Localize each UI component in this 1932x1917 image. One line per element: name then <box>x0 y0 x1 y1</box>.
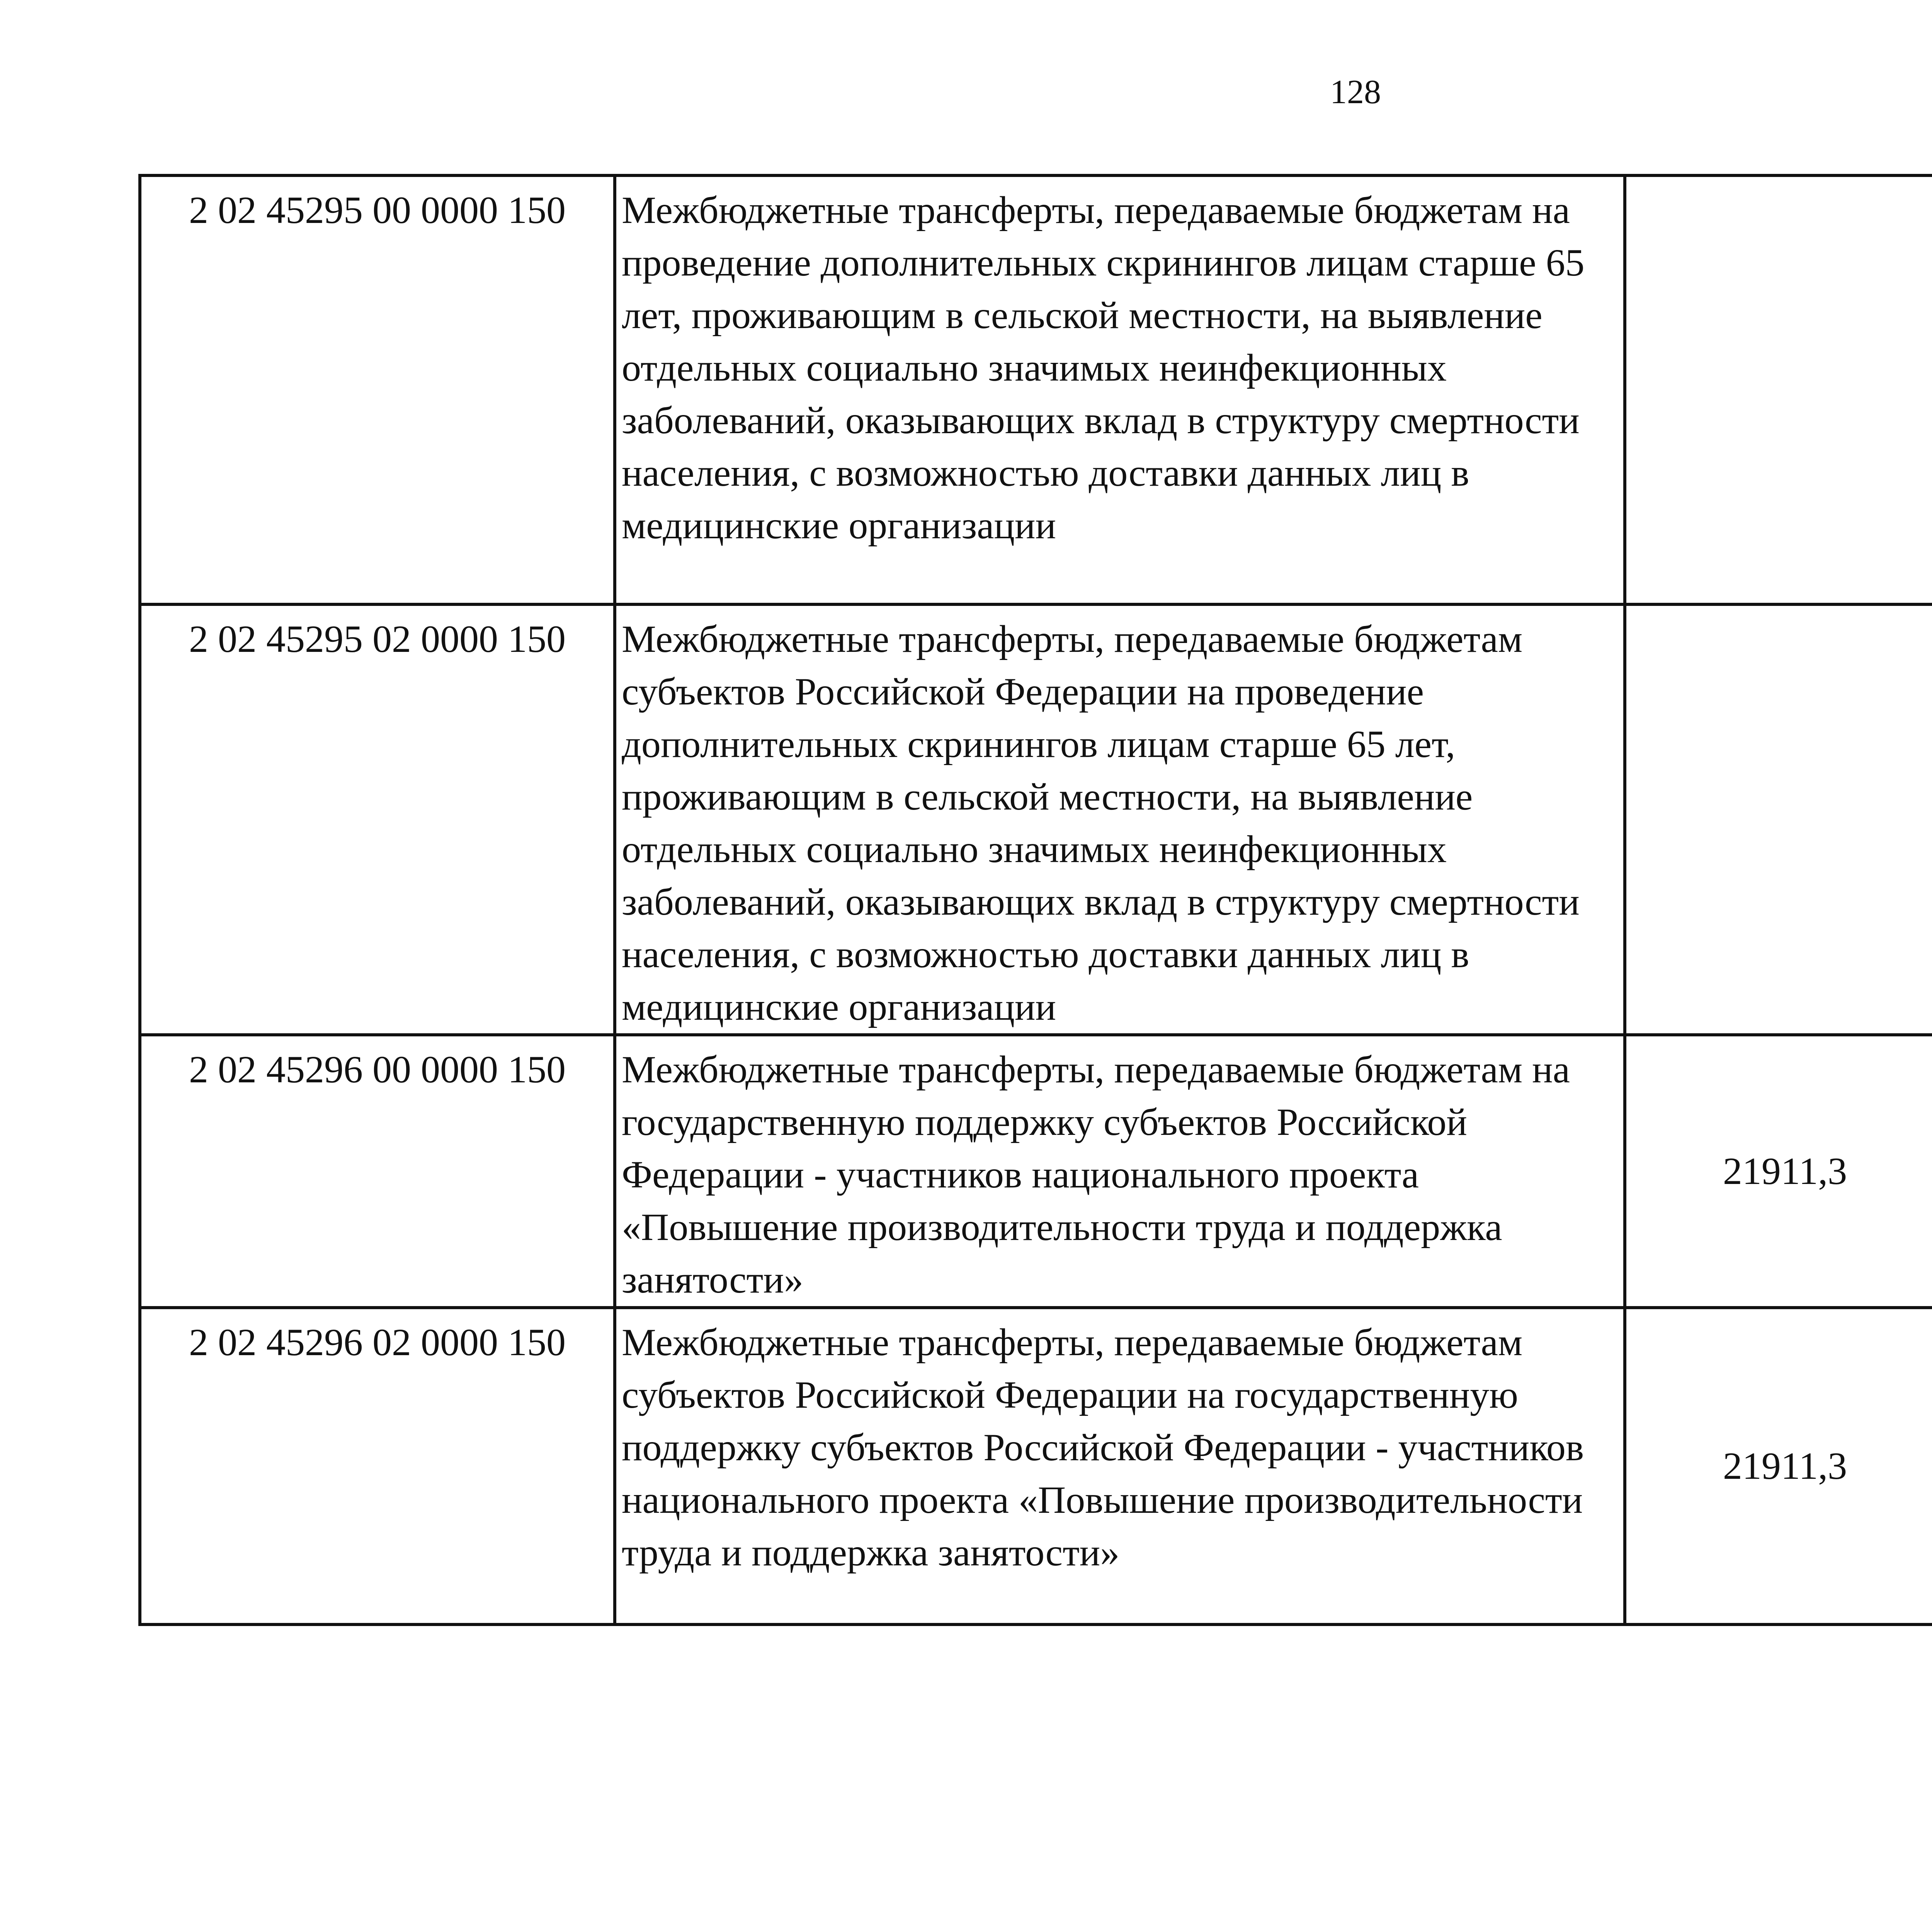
budget-code-cell: 2 02 45296 02 0000 150 <box>140 1308 615 1624</box>
budget-code-cell: 2 02 45295 02 0000 150 <box>140 604 615 1035</box>
description-cell: Межбюджетные трансферты, передаваемые бюджетам субъектов Российской Федерации на проведение дополнительных скринингов лицам старше 65 лет, проживающим в сельской местности, на выявление отдельных социально значимых неинфекционных заболеваний, оказывающих вклад в структуру смертности населения, с возможностью доставки данных лиц в медицинские организации <box>615 604 1625 1035</box>
description-cell: Межбюджетные трансферты, передаваемые бюджетам на проведение дополнительных скринингов лицам старше 65 лет, проживающим в сельской местности, на выявление отдельных социально значимых неинфекционных заболеваний, оказывающих вклад в структуру смертности населения, с возможностью доставки данных лиц в медицинские организации <box>615 175 1625 604</box>
budget-table <box>138 174 1932 1626</box>
value-1-cell <box>1625 175 1932 604</box>
value-1-cell: 21911,3 <box>1625 1308 1932 1624</box>
value-1-cell: 21911,3 <box>1625 1035 1932 1308</box>
description-cell: Межбюджетные трансферты, передаваемые бюджетам на государственную поддержку субъектов Российской Федерации - участников национального проекта «Повышение производительности труда и поддержка занятости» <box>615 1035 1625 1308</box>
value-1-cell <box>1625 604 1932 1035</box>
budget-code-cell: 2 02 45296 00 0000 150 <box>140 1035 615 1308</box>
description-cell: Межбюджетные трансферты, передаваемые бюджетам субъектов Российской Федерации на государственную поддержку субъектов Российской Федерации - участников национального проекта «Повышение производительности труда и поддержка занятости» <box>615 1308 1625 1624</box>
table-row <box>140 604 1932 1035</box>
page-number: 128 <box>1330 73 1381 111</box>
table-row <box>140 1035 1932 1308</box>
table-row <box>140 1308 1932 1624</box>
budget-code-cell: 2 02 45295 00 0000 150 <box>140 175 615 604</box>
table-row <box>140 175 1932 604</box>
